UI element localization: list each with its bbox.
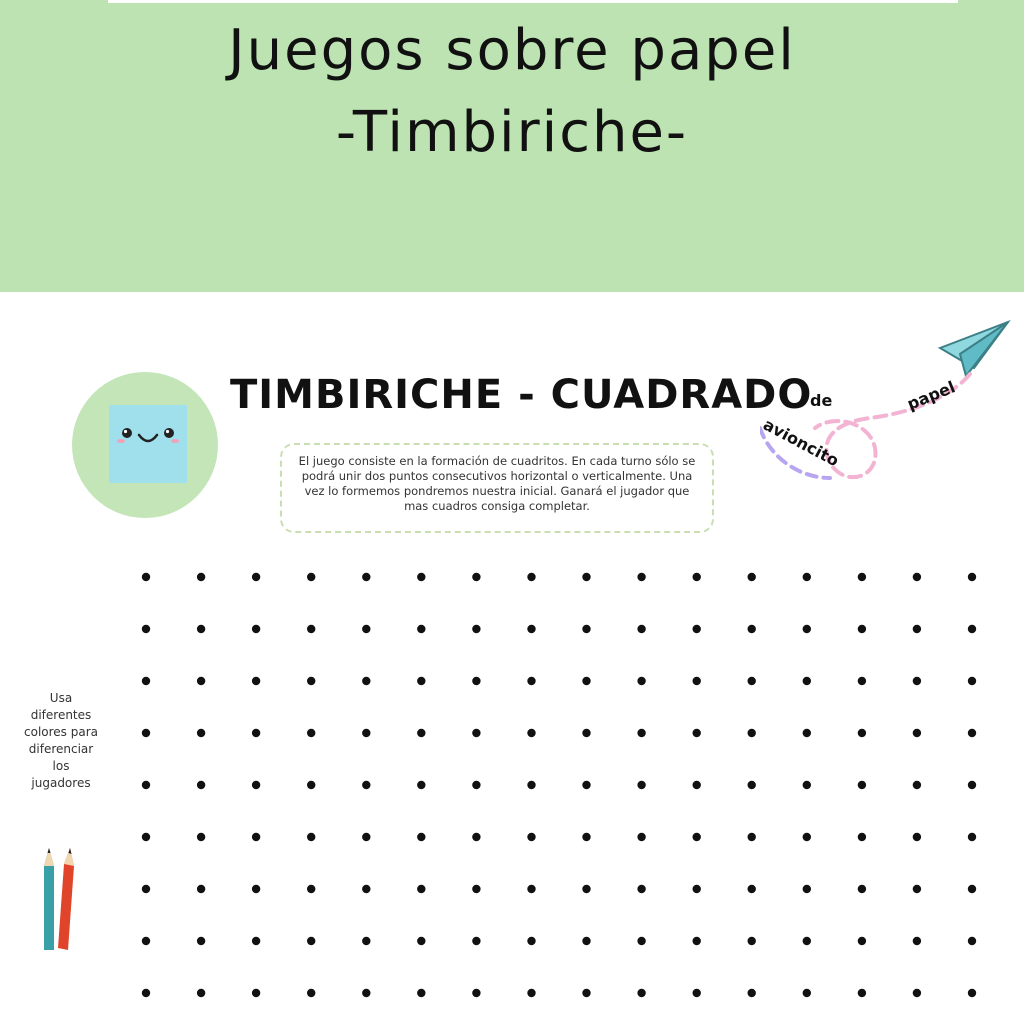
grid-dot[interactable]	[858, 573, 866, 581]
grid-dot[interactable]	[913, 677, 921, 685]
grid-dot[interactable]	[252, 937, 260, 945]
grid-dot[interactable]	[913, 937, 921, 945]
grid-dot[interactable]	[637, 937, 645, 945]
grid-dot[interactable]	[858, 625, 866, 633]
grid-dot[interactable]	[417, 573, 425, 581]
grid-dot[interactable]	[307, 833, 315, 841]
grid-dot[interactable]	[858, 833, 866, 841]
grid-dot[interactable]	[693, 625, 701, 633]
grid-dot[interactable]	[803, 677, 811, 685]
grid-dot[interactable]	[252, 729, 260, 737]
grid-dot[interactable]	[362, 729, 370, 737]
grid-dot[interactable]	[968, 885, 976, 893]
grid-dot[interactable]	[472, 677, 480, 685]
sheet-title: TIMBIRICHE - CUADRADO	[230, 372, 813, 418]
grid-dot[interactable]	[142, 989, 150, 997]
grid-dot[interactable]	[637, 885, 645, 893]
grid-dot[interactable]	[637, 573, 645, 581]
grid-dot[interactable]	[913, 625, 921, 633]
grid-dot[interactable]	[142, 573, 150, 581]
grid-dot[interactable]	[582, 677, 590, 685]
grid-dot[interactable]	[748, 573, 756, 581]
grid-dot[interactable]	[362, 937, 370, 945]
grid-dot[interactable]	[472, 833, 480, 841]
grid-dot[interactable]	[527, 937, 535, 945]
grid-dot[interactable]	[968, 625, 976, 633]
logo-word-avioncito: avioncito	[760, 414, 843, 471]
grid-dot[interactable]	[637, 677, 645, 685]
grid-dot[interactable]	[417, 729, 425, 737]
grid-dot[interactable]	[748, 677, 756, 685]
grid-dot[interactable]	[472, 937, 480, 945]
grid-dot[interactable]	[693, 677, 701, 685]
grid-dot[interactable]	[417, 989, 425, 997]
grid-dot[interactable]	[252, 677, 260, 685]
grid-dot[interactable]	[748, 729, 756, 737]
grid-dot[interactable]	[527, 781, 535, 789]
grid-dot[interactable]	[913, 573, 921, 581]
grid-dot[interactable]	[527, 677, 535, 685]
grid-dot[interactable]	[252, 625, 260, 633]
logo-word-de: de	[810, 391, 833, 410]
grid-dot[interactable]	[968, 573, 976, 581]
grid-dot[interactable]	[197, 677, 205, 685]
grid-dot[interactable]	[417, 833, 425, 841]
grid-dot[interactable]	[417, 625, 425, 633]
grid-dot[interactable]	[582, 833, 590, 841]
grid-dot[interactable]	[472, 989, 480, 997]
grid-dot[interactable]	[693, 573, 701, 581]
grid-dot[interactable]	[197, 885, 205, 893]
grid-dot[interactable]	[252, 781, 260, 789]
grid-dot[interactable]	[197, 781, 205, 789]
grid-dot[interactable]	[582, 885, 590, 893]
grid-dot[interactable]	[362, 625, 370, 633]
grid-dot[interactable]	[197, 573, 205, 581]
grid-dot[interactable]	[803, 781, 811, 789]
grid-dot[interactable]	[693, 937, 701, 945]
grid-dot[interactable]	[142, 677, 150, 685]
grid-dot[interactable]	[362, 833, 370, 841]
grid-dot[interactable]	[142, 625, 150, 633]
grid-dot[interactable]	[693, 885, 701, 893]
grid-dot[interactable]	[748, 833, 756, 841]
grid-dot[interactable]	[582, 781, 590, 789]
grid-dot[interactable]	[748, 625, 756, 633]
grid-dot[interactable]	[637, 989, 645, 997]
grid-dot[interactable]	[858, 989, 866, 997]
grid-dot[interactable]	[858, 885, 866, 893]
grid-dot[interactable]	[968, 729, 976, 737]
grid-dot[interactable]	[307, 677, 315, 685]
grid-dot[interactable]	[582, 573, 590, 581]
grid-dot[interactable]	[472, 885, 480, 893]
grid-dot[interactable]	[913, 833, 921, 841]
grid-dot[interactable]	[307, 937, 315, 945]
grid-dot[interactable]	[472, 625, 480, 633]
grid-dot[interactable]	[637, 781, 645, 789]
grid-dot[interactable]	[472, 729, 480, 737]
grid-dot[interactable]	[582, 625, 590, 633]
grid-dot[interactable]	[968, 937, 976, 945]
grid-dot[interactable]	[472, 781, 480, 789]
grid-dot[interactable]	[913, 729, 921, 737]
grid-dot[interactable]	[307, 573, 315, 581]
grid-dot[interactable]	[913, 885, 921, 893]
grid-dot[interactable]	[748, 989, 756, 997]
grid-dot[interactable]	[968, 833, 976, 841]
grid-dot[interactable]	[913, 781, 921, 789]
grid-dot[interactable]	[637, 625, 645, 633]
grid-dot[interactable]	[307, 729, 315, 737]
grid-dot[interactable]	[362, 885, 370, 893]
grid-dot[interactable]	[693, 781, 701, 789]
grid-dot[interactable]	[803, 937, 811, 945]
grid-dot[interactable]	[252, 833, 260, 841]
grid-dot[interactable]	[142, 833, 150, 841]
grid-dot[interactable]	[858, 729, 866, 737]
grid-dot[interactable]	[527, 625, 535, 633]
grid-dot[interactable]	[417, 937, 425, 945]
grid-dot[interactable]	[582, 937, 590, 945]
grid-dot[interactable]	[417, 885, 425, 893]
grid-dot[interactable]	[803, 729, 811, 737]
grid-dot[interactable]	[362, 677, 370, 685]
grid-dot[interactable]	[252, 885, 260, 893]
banner-subtitle: -Timbiriche-	[335, 100, 689, 165]
grid-dot[interactable]	[307, 625, 315, 633]
grid-dot[interactable]	[362, 781, 370, 789]
grid-dot[interactable]	[307, 885, 315, 893]
grid-dot[interactable]	[307, 989, 315, 997]
grid-dot[interactable]	[252, 573, 260, 581]
grid-dot[interactable]	[142, 781, 150, 789]
grid-dot[interactable]	[968, 781, 976, 789]
grid-dot[interactable]	[362, 573, 370, 581]
grid-dot[interactable]	[142, 885, 150, 893]
grid-dot[interactable]	[582, 989, 590, 997]
grid-dot[interactable]	[858, 937, 866, 945]
grid-dot[interactable]	[142, 729, 150, 737]
grid-dot[interactable]	[527, 573, 535, 581]
grid-dot[interactable]	[693, 833, 701, 841]
grid-dot[interactable]	[803, 885, 811, 893]
grid-dot[interactable]	[968, 677, 976, 685]
grid-dot[interactable]	[417, 677, 425, 685]
grid-dot[interactable]	[197, 833, 205, 841]
grid-dot[interactable]	[693, 729, 701, 737]
grid-dot[interactable]	[968, 989, 976, 997]
grid-dot[interactable]	[472, 573, 480, 581]
grid-dot[interactable]	[693, 989, 701, 997]
grid-dot[interactable]	[197, 625, 205, 633]
grid-dot[interactable]	[913, 989, 921, 997]
banner-title: Juegos sobre papel	[228, 18, 796, 83]
grid-dot[interactable]	[748, 781, 756, 789]
grid-dot[interactable]	[748, 885, 756, 893]
logo-word-papel: papel	[904, 377, 958, 414]
grid-dot[interactable]	[252, 989, 260, 997]
grid-dot[interactable]	[307, 781, 315, 789]
grid-dot[interactable]	[858, 781, 866, 789]
grid-dot[interactable]	[803, 625, 811, 633]
grid-dot[interactable]	[527, 729, 535, 737]
grid-dot[interactable]	[803, 989, 811, 997]
side-note: Usa diferentes colores para diferenciar los jugadores	[24, 691, 98, 790]
grid-dot[interactable]	[803, 833, 811, 841]
grid-dot[interactable]	[803, 573, 811, 581]
grid-dot[interactable]	[197, 937, 205, 945]
grid-dot[interactable]	[637, 833, 645, 841]
grid-dot[interactable]	[197, 729, 205, 737]
grid-dot[interactable]	[362, 989, 370, 997]
grid-dot[interactable]	[527, 833, 535, 841]
grid-dot[interactable]	[637, 729, 645, 737]
grid-dot[interactable]	[582, 729, 590, 737]
grid-dot[interactable]	[748, 937, 756, 945]
instructions-text: El juego consiste en la formación de cuadritos. En cada turno sólo se podrá unir dos puntos consecutivos horizontal o verticalmente. Una vez lo formemos pondremos nuestra inicial. Ganará el jugador que mas cuadros consiga completar.	[298, 454, 696, 513]
grid-dot[interactable]	[527, 989, 535, 997]
grid-dot[interactable]	[142, 937, 150, 945]
grid-dot[interactable]	[858, 677, 866, 685]
grid-dot[interactable]	[527, 885, 535, 893]
grid-dot[interactable]	[197, 989, 205, 997]
grid-dot[interactable]	[417, 781, 425, 789]
